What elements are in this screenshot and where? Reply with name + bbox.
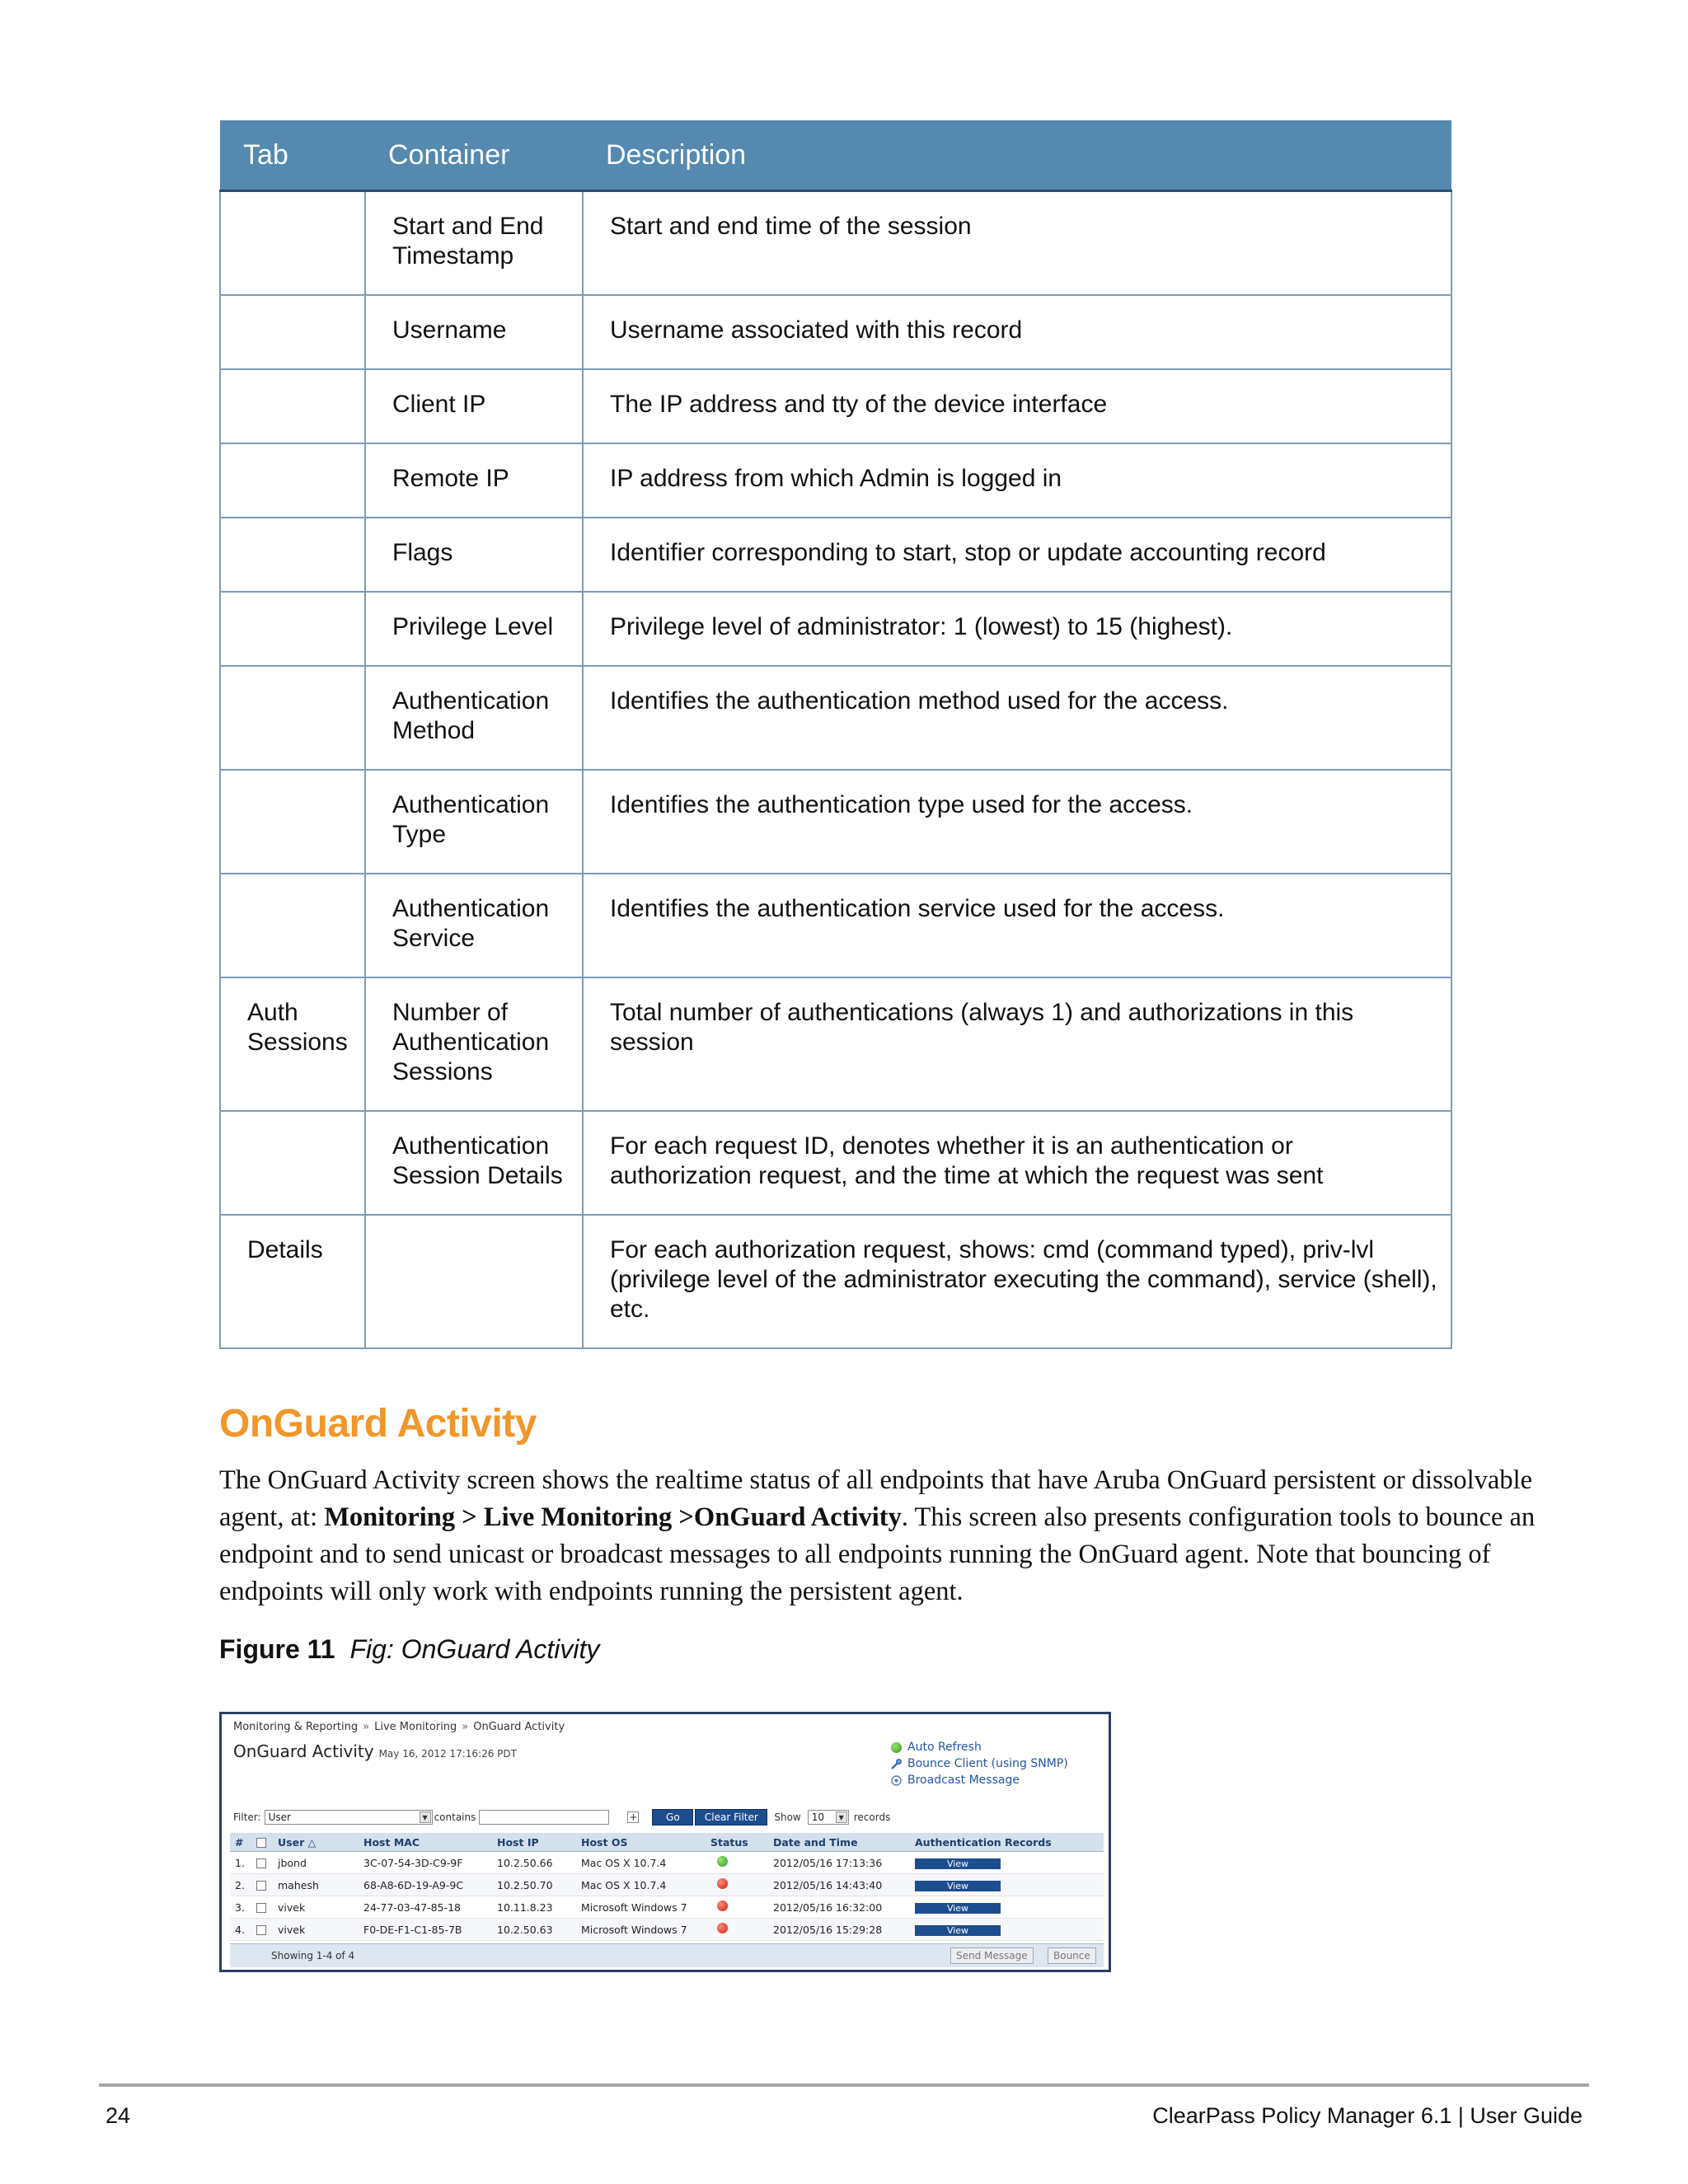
row-user: jbond: [273, 1852, 359, 1874]
page-timestamp: May 16, 2012 17:16:26 PDT: [378, 1748, 517, 1760]
document-title: ClearPass Policy Manager 6.1 | User Guide: [1152, 2103, 1582, 2128]
row-index: 2.: [230, 1874, 251, 1896]
clear-filter-button[interactable]: Clear Filter: [695, 1809, 767, 1825]
row-time: 2012/05/16 17:13:36: [768, 1852, 910, 1874]
page-title: [233, 1741, 517, 1761]
filter-field-select[interactable]: [265, 1810, 433, 1825]
breadcrumb-separator: »: [462, 1721, 469, 1733]
cell-container: Flags: [365, 518, 583, 592]
body-text-part: . This screen also presents configuration tools to bounce an endpoint and to send unicast or broadcast messages to all endpoints running the OnGuard agent. Note that bouncing of endpoints will only work with endpoints running the persistent agent.: [219, 1502, 1536, 1606]
cell-description: For each authorization request, shows: cmd (command typed), priv-lvl (privilege level of the administrator executing the command), service (shell), etc.: [583, 1215, 1451, 1348]
container-reference-table: [219, 120, 1452, 1349]
cell-tab: [220, 1111, 365, 1215]
table-row: [220, 770, 1451, 874]
endpoints-table: [230, 1833, 1104, 1941]
row-user: mahesh: [273, 1874, 359, 1896]
status-offline-icon: [717, 1923, 728, 1933]
breadcrumb-item: OnGuard Activity: [473, 1721, 565, 1733]
status-offline-icon: [717, 1878, 728, 1889]
table-row: [220, 295, 1451, 369]
table-row: [220, 977, 1451, 1111]
cell-tab: Details: [220, 1215, 365, 1348]
bounce-button[interactable]: Bounce: [1048, 1947, 1096, 1964]
cell-description: Total number of authentications (always 1) and authorizations in this session: [583, 977, 1451, 1111]
cell-tab: [220, 369, 365, 443]
row-status: [706, 1852, 768, 1874]
view-button[interactable]: View: [915, 1858, 1001, 1869]
col-host-ip[interactable]: Host IP: [492, 1833, 576, 1852]
cell-container: [365, 1215, 583, 1348]
cell-description: Identifies the authentication type used for the access.: [583, 770, 1451, 874]
row-os: Mac OS X 10.7.4: [576, 1874, 706, 1896]
row-ip: 10.2.50.66: [492, 1852, 576, 1874]
auto-refresh-label: Auto Refresh: [907, 1741, 982, 1754]
row-auth-records: [910, 1852, 1104, 1874]
table-row: [220, 1215, 1451, 1348]
row-index: 4.: [230, 1919, 251, 1941]
body-text-part: The OnGuard Activity screen shows the realtime status of all endpoints that have Aruba OnGuard persistent or dissolvable agent, at:: [219, 1465, 1533, 1532]
records-per-page-select[interactable]: [808, 1810, 849, 1825]
figure-caption: [219, 1634, 599, 1665]
row-user: vivek: [273, 1896, 359, 1919]
broadcast-message-label: Broadcast Message: [907, 1774, 1020, 1787]
cell-description: IP address from which Admin is logged in: [583, 443, 1451, 518]
col-status[interactable]: Status: [706, 1833, 768, 1852]
row-os: Mac OS X 10.7.4: [576, 1852, 706, 1874]
row-mac: 24-77-03-47-85-18: [359, 1896, 492, 1919]
showing-count: Showing 1-4 of 4: [271, 1950, 355, 1961]
filter-operator: contains: [434, 1811, 476, 1823]
go-button[interactable]: Go: [652, 1809, 693, 1825]
table-row[interactable]: [230, 1896, 1104, 1919]
bounce-icon: [889, 1757, 903, 1770]
col-host-os[interactable]: Host OS: [576, 1833, 706, 1852]
row-os: Microsoft Windows 7: [576, 1896, 706, 1919]
footer-divider: [99, 2083, 1589, 2087]
row-os: Microsoft Windows 7: [576, 1919, 706, 1941]
auto-refresh-link[interactable]: [889, 1739, 1068, 1755]
filter-label: Filter:: [233, 1811, 261, 1823]
table-footer: [230, 1943, 1104, 1967]
cell-container: Authentication Type: [365, 770, 583, 874]
filter-value-input[interactable]: [479, 1810, 609, 1825]
col-select: [251, 1833, 273, 1852]
figure-title: Fig: OnGuard Activity: [349, 1634, 600, 1664]
row-ip: 10.2.50.63: [492, 1919, 576, 1941]
page-title-text: OnGuard Activity: [233, 1741, 374, 1761]
table-row: [220, 666, 1451, 770]
cell-container: Start and End Timestamp: [365, 191, 583, 296]
row-ip: 10.11.8.23: [492, 1896, 576, 1919]
row-ip: 10.2.50.70: [492, 1874, 576, 1896]
page-number: 24: [106, 2103, 131, 2128]
row-auth-records: [910, 1896, 1104, 1919]
row-mac: 68-A8-6D-19-A9-9C: [359, 1874, 492, 1896]
row-select: [251, 1852, 273, 1874]
cell-description: For each request ID, denotes whether it is an authentication or authorization request, and the time at which the request was sent: [583, 1111, 1451, 1215]
filter-field-value: User: [268, 1811, 291, 1823]
cell-container: Number of Authentication Sessions: [365, 977, 583, 1111]
cell-container: Authentication Service: [365, 874, 583, 977]
table-row: [220, 518, 1451, 592]
view-button[interactable]: View: [915, 1925, 1001, 1936]
row-auth-records: [910, 1919, 1104, 1941]
cell-container: Authentication Method: [365, 666, 583, 770]
row-checkbox[interactable]: [256, 1858, 266, 1868]
cell-container: Username: [365, 295, 583, 369]
header-tab: Tab: [220, 120, 365, 191]
cell-container: Privilege Level: [365, 592, 583, 666]
table-header-row: [220, 120, 1451, 191]
cell-container: Authentication Session Details: [365, 1111, 583, 1215]
cell-container: Client IP: [365, 369, 583, 443]
breadcrumb-item[interactable]: Live Monitoring: [374, 1721, 457, 1733]
col-auth-records: Authentication Records: [910, 1833, 1104, 1852]
cell-description: Privilege level of administrator: 1 (lowest) to 15 (highest).: [583, 592, 1451, 666]
cell-tab: [220, 770, 365, 874]
filter-bar: [233, 1808, 890, 1826]
table-row: [220, 369, 1451, 443]
row-user: vivek: [273, 1919, 359, 1941]
view-button[interactable]: View: [915, 1881, 1001, 1891]
row-status: [706, 1896, 768, 1919]
cell-description: Start and end time of the session: [583, 191, 1451, 296]
row-index: 3.: [230, 1896, 251, 1919]
col-user[interactable]: User △: [273, 1833, 359, 1852]
row-time: 2012/05/16 14:43:40: [768, 1874, 910, 1896]
col-date-time[interactable]: Date and Time: [768, 1833, 910, 1852]
row-index: 1.: [230, 1852, 251, 1874]
col-index: #: [230, 1833, 251, 1852]
endpoints-header-row: [230, 1833, 1104, 1852]
action-links: [889, 1739, 1068, 1788]
cell-description: Identifier corresponding to start, stop or update accounting record: [583, 518, 1451, 592]
section-body: [219, 1462, 1554, 1610]
breadcrumb: [233, 1721, 565, 1733]
row-select: [251, 1896, 273, 1919]
table-row: [220, 443, 1451, 518]
cell-description: Identifies the authentication method used for the access.: [583, 666, 1451, 770]
broadcast-icon: [889, 1774, 903, 1787]
cell-tab: [220, 592, 365, 666]
table-row: [220, 1111, 1451, 1215]
broadcast-message-link[interactable]: [889, 1772, 1068, 1788]
select-all-checkbox[interactable]: [256, 1838, 266, 1848]
row-checkbox[interactable]: [256, 1881, 266, 1891]
cell-description: The IP address and tty of the device interface: [583, 369, 1451, 443]
cell-tab: Auth Sessions: [220, 977, 365, 1111]
cell-tab: [220, 191, 365, 296]
cell-container: Remote IP: [365, 443, 583, 518]
col-host-mac[interactable]: Host MAC: [359, 1833, 492, 1852]
breadcrumb-item[interactable]: Monitoring & Reporting: [233, 1721, 359, 1733]
cell-tab: [220, 874, 365, 977]
breadcrumb-separator: »: [363, 1721, 370, 1733]
table-row[interactable]: [230, 1874, 1104, 1896]
header-description: Description: [583, 120, 1451, 191]
row-status: [706, 1919, 768, 1941]
chevron-down-icon: ▼: [836, 1811, 847, 1823]
row-mac: F0-DE-F1-C1-85-7B: [359, 1919, 492, 1941]
row-select: [251, 1874, 273, 1896]
row-checkbox[interactable]: [256, 1903, 266, 1913]
cell-tab: [220, 443, 365, 518]
row-mac: 3C-07-54-3D-C9-9F: [359, 1852, 492, 1874]
show-label: Show: [774, 1811, 801, 1823]
row-select: [251, 1919, 273, 1941]
body-menu-path: Monitoring > Live Monitoring >OnGuard Activity: [324, 1502, 902, 1532]
row-time: 2012/05/16 15:29:28: [768, 1919, 910, 1941]
records-label: records: [853, 1811, 891, 1823]
row-auth-records: [910, 1874, 1104, 1896]
table-row[interactable]: [230, 1852, 1104, 1874]
table-row: [220, 874, 1451, 977]
table-row: [220, 592, 1451, 666]
cell-description: Identifies the authentication service used for the access.: [583, 874, 1451, 977]
cell-tab: [220, 666, 365, 770]
onguard-activity-screenshot: [219, 1712, 1111, 1972]
section-title: OnGuard Activity: [219, 1402, 537, 1446]
records-per-page-value: 10: [811, 1811, 825, 1823]
send-message-button[interactable]: Send Message: [950, 1947, 1034, 1964]
refresh-icon: [889, 1741, 903, 1754]
row-time: 2012/05/16 16:32:00: [768, 1896, 910, 1919]
row-checkbox[interactable]: [256, 1925, 266, 1935]
add-filter-icon[interactable]: +: [629, 1811, 638, 1823]
view-button[interactable]: View: [915, 1903, 1001, 1914]
header-container: Container: [365, 120, 583, 191]
figure-number: Figure 11: [219, 1634, 335, 1664]
status-offline-icon: [717, 1900, 728, 1911]
cell-tab: [220, 295, 365, 369]
cell-description: Username associated with this record: [583, 295, 1451, 369]
status-online-icon: [717, 1856, 728, 1867]
bounce-client-link[interactable]: [889, 1755, 1068, 1772]
bounce-client-label: Bounce Client (using SNMP): [907, 1757, 1068, 1770]
table-row: [220, 191, 1451, 296]
chevron-down-icon: ▼: [420, 1811, 431, 1823]
row-status: [706, 1874, 768, 1896]
cell-tab: [220, 518, 365, 592]
table-row[interactable]: [230, 1919, 1104, 1941]
